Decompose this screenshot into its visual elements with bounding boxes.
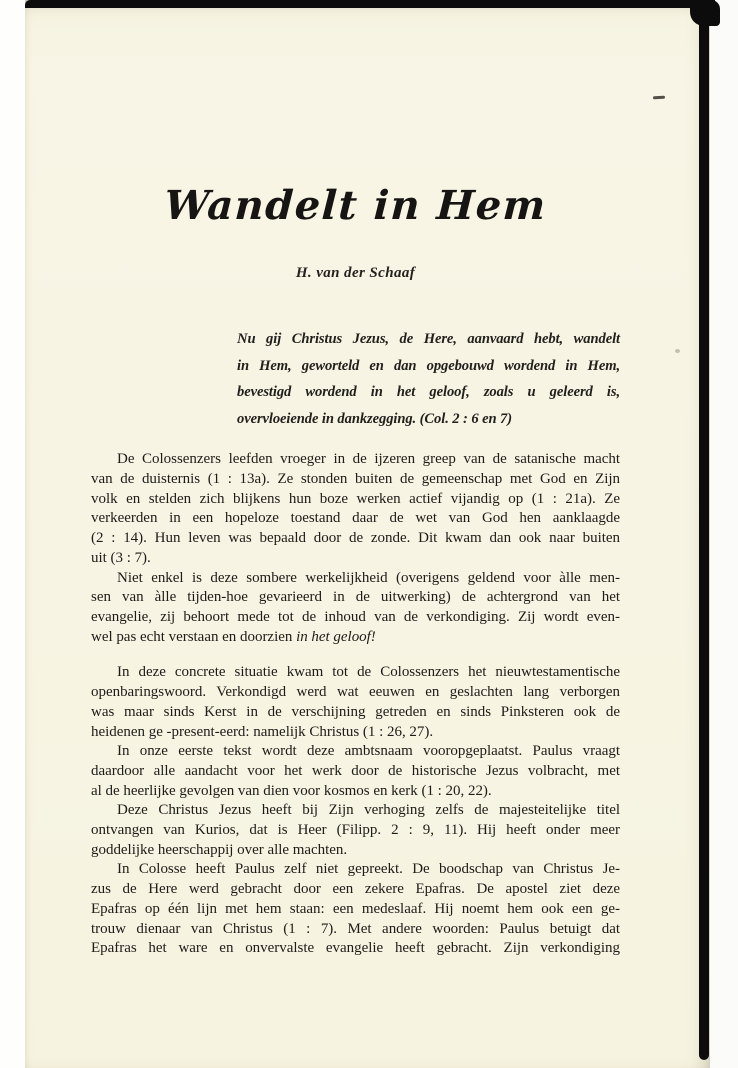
text-line: van de duisternis (1 : 13a). Ze stonden buiten de gemeenschap met God en Zijn [91, 471, 620, 488]
text-line: Deze Christus Jezus heeft bij Zijn verhoging zelfs de majesteitelijke titel [117, 802, 620, 819]
text-line: in Hem, geworteld en dan opgebouwd wordend in Hem, [237, 357, 620, 374]
scripture-quote [237, 326, 620, 432]
text-line: openbaringswoord. Verkondigd werd wat eeuwen en geslachten lang verborgen [91, 684, 620, 701]
page-content-column [91, 0, 620, 959]
text-line: In deze concrete situatie kwam tot de Colossenzers het nieuwtestamentische [117, 664, 620, 681]
paragraph [91, 742, 620, 801]
text-line: Epafras op één lijn met hem staan: een medeslaaf. Hij noemt hem ook een ge- [91, 900, 620, 917]
text-line: wel pas echt verstaan en doorzien in het geloof! [91, 628, 376, 645]
scanner-bed-right [710, 0, 738, 1068]
scanner-bed-left [0, 0, 25, 1068]
text-line: Nu gij Christus Jezus, de Here, aanvaard hebt, wandelt [237, 331, 620, 347]
text-line: (2 : 14). Hun leven was bepaald door de zonde. Dit kwam dan ook naar buiten [91, 530, 620, 547]
scan-edge-right [699, 0, 709, 1060]
paragraph [91, 663, 620, 742]
text-line: sen van àlle tijden-hoe gevarieerd in de uitwerking) de achtergrond van het [91, 589, 620, 606]
text-line: De Colossenzers leefden vroeger in de ijzeren greep van de satanische macht [117, 451, 620, 468]
text-line: bevestigd wordend in het geloof, zoals u geleerd is, [237, 384, 620, 401]
text-line: Niet enkel is deze sombere werkelijkheid (overigens geldend voor àlle men- [117, 569, 620, 586]
paragraph [91, 860, 620, 959]
text-line: In Colosse heeft Paulus zelf niet gepreekt. De boodschap van Christus Je- [117, 861, 620, 878]
text-line: ontvangen van Kurios, dat is Heer (Filipp. 2 : 9, 11). Hij heeft onder meer [91, 822, 620, 839]
scan-edge-top [25, 0, 715, 8]
text-line: zus de Here werd gebracht door een zekere Epafras. De apostel ziet deze [91, 881, 620, 898]
text-line: uit (3 : 7). [91, 549, 151, 566]
scan-artifact-dash [653, 96, 665, 100]
page-title: Wandelt in Hem [163, 182, 548, 229]
book-page [25, 0, 710, 1068]
text-line: evangelie, zij behoort mede tot de inhoud van de verkondiging. Zij wordt even- [91, 609, 620, 625]
text-line: In onze eerste tekst wordt deze ambtsnaam vooropgeplaatst. Paulus vraagt [117, 743, 620, 760]
text-line: trouw dienaar van Christus (1 : 7). Met andere woorden: Paulus betuigt dat [91, 920, 620, 937]
text-line: overvloeiende in dankzegging. (Col. 2 : 6 en 7) [237, 410, 512, 427]
text-line: daardoor alle aandacht voor het werk door de historische Jezus volbracht, met [91, 762, 620, 779]
text-line: heidenen ge -present-eerd: namelijk Christus (1 : 26, 27). [91, 723, 434, 740]
text-line: was maar sinds Kerst in de verschijning getreden en sinds Pinksteren ook de [91, 703, 620, 720]
text-line: Epafras het ware en onvervalste evangelie heeft gebracht. Zijn verkondiging [91, 940, 620, 957]
scan-artifact-dot [675, 349, 680, 353]
author-name: H. van der Schaaf [295, 265, 416, 281]
paragraph [91, 569, 620, 648]
paragraph [91, 801, 620, 860]
text-line: verkeerden in een hopeloze toestand daar de wet van God hen aanklaagde [91, 510, 620, 527]
text-line: al de heerlijke gevolgen van dien voor kosmos en kerk (1 : 20, 22). [91, 782, 492, 799]
paragraph [91, 450, 620, 568]
text-line: goddelijke heerschappij over alle machten. [91, 841, 348, 858]
text-line: volk en stelden zich blijkens hun boze werken actief vijandig op (1 : 21a). Ze [91, 490, 620, 507]
body-text [91, 450, 620, 959]
